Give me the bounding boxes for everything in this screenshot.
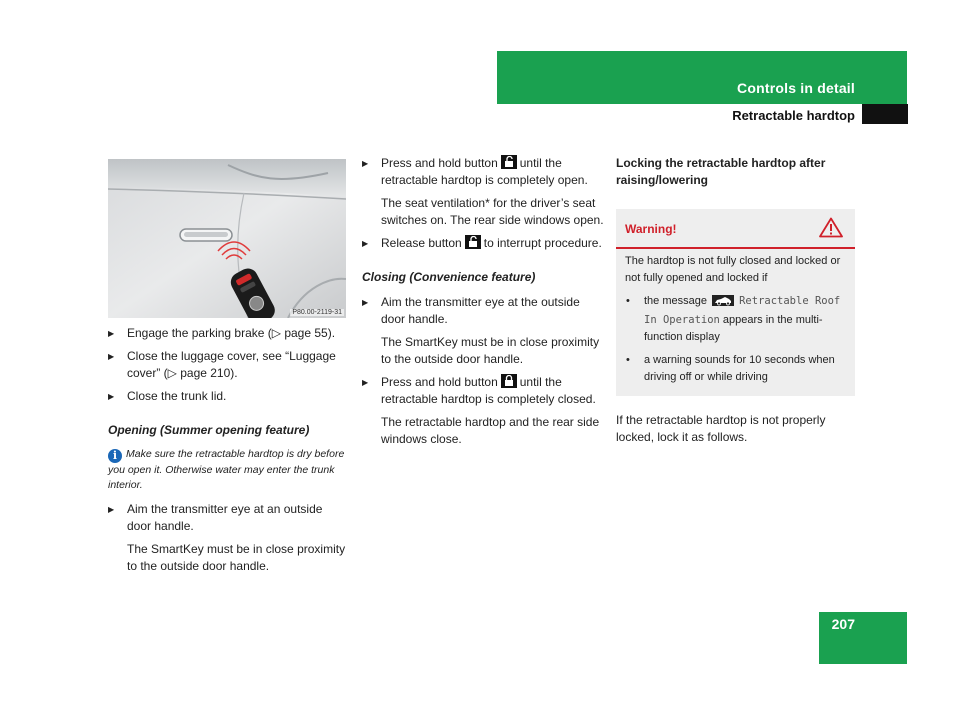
warning-body (616, 249, 855, 386)
page-number: 207 (831, 616, 855, 632)
step-aim-transmitter: ▶ Aim the transmitter eye at the outside door handle. (362, 294, 604, 328)
header-bar (497, 51, 907, 104)
section-tab-marker (862, 104, 908, 124)
warning-triangle-icon (819, 217, 843, 243)
section-title: Controls in detail (737, 80, 855, 96)
warning-intro: The hardtop is not fully closed and locked or not fully opened and locked if (625, 255, 841, 284)
convertible-car-icon (712, 295, 734, 312)
closing-heading: Closing (Convenience feature) (362, 270, 536, 284)
step-parking-brake: ▶ Engage the parking brake (▷ page 55). (108, 325, 348, 342)
smartkey-proximity-note: The SmartKey must be in close proximity to the outside door handle. (127, 542, 346, 573)
page-subtitle: Retractable hardtop (732, 108, 855, 123)
unlock-button-icon (501, 155, 517, 169)
unlock-button-icon (465, 235, 481, 249)
step-press-close (362, 374, 604, 408)
seat-ventilation-note: The seat ventilation* for the driver’s seat switches on. The rear side windows open. (381, 196, 604, 227)
column-3 (616, 155, 856, 446)
step-press-close-text-a: Press and hold button (381, 375, 498, 389)
warning-label: Warning! (625, 222, 677, 236)
step-press-close-text-b: until the retractable hardtop is completely closed. (381, 375, 596, 406)
photo-code: P80.00-2119-31 (292, 309, 342, 316)
step-aim-transmitter: ▶ Aim the transmitter eye at an outside door handle. (108, 501, 348, 535)
lock-button-icon (501, 374, 517, 388)
step-press-open-text-a: Press and hold button (381, 156, 498, 170)
step-luggage-cover: ▶ Close the luggage cover, see “Luggage cover” (▷ page 210). (108, 348, 348, 382)
warning-item-message-a: the message (644, 295, 707, 307)
door-handle-smartkey-photo (108, 159, 346, 318)
display-message: Retractable Roof In Operation (644, 295, 841, 326)
warning-item-sound: • a warning sounds for 10 seconds when driving off or while driving (625, 352, 846, 386)
info-note-text: Make sure the retractable hardtop is dry before you open it. Otherwise water may enter the trunk interior. (108, 448, 345, 491)
info-note (108, 447, 348, 493)
step-release-button (362, 235, 604, 252)
close-result-note: The retractable hardtop and the rear side windows close. (381, 415, 600, 446)
smartkey-proximity-note: The SmartKey must be in close proximity to the outside door handle. (381, 335, 600, 366)
step-press-open (362, 155, 604, 189)
step-release-text-a: Release button (381, 236, 462, 250)
step-trunk-lid: ▶ Close the trunk lid. (108, 388, 348, 405)
column-2 (362, 155, 604, 454)
info-icon: i (108, 449, 122, 463)
column-1 (108, 325, 348, 581)
warning-box (616, 209, 855, 396)
warning-item-message-b: appears in the multi-function display (644, 314, 823, 343)
lock-instruction-intro: If the retractable hardtop is not properly locked, lock it as follows. (616, 413, 826, 444)
opening-heading: Opening (Summer opening feature) (108, 423, 310, 437)
warning-item-message (625, 293, 846, 346)
warning-header (616, 209, 855, 249)
step-release-text-b: to interrupt procedure. (483, 236, 602, 250)
step-press-open-text-b: until the retractable hardtop is completely open. (381, 156, 588, 187)
locking-heading: Locking the retractable hardtop after raising/lowering (616, 156, 826, 187)
